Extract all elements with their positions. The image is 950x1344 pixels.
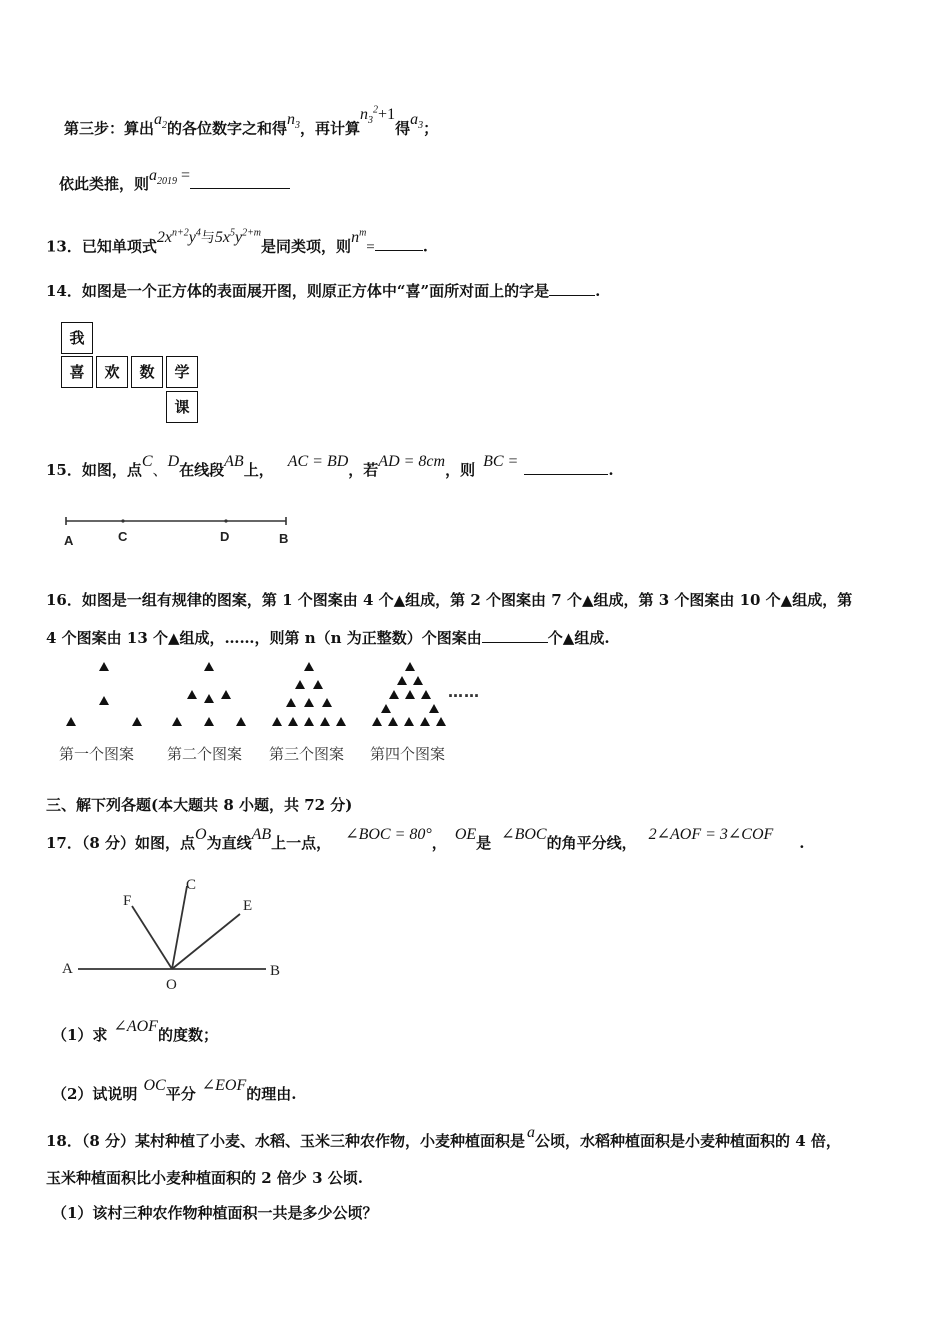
math-angle-eof: ∠EOF [201, 1077, 247, 1094]
net-cell-xue: 学 [166, 356, 198, 388]
math-n-power-m: $n^m$ [351, 228, 367, 247]
q15-text-3: 上， [243, 461, 274, 479]
answer-blank[interactable] [482, 628, 548, 643]
triangle-mark [372, 717, 382, 726]
step3-text-3: ，再计算 [300, 119, 361, 138]
q14-end: . [595, 282, 601, 300]
q17-text-4: ， [431, 834, 447, 852]
angle-figure [56, 872, 296, 992]
q15-text-5: ，则 [445, 461, 476, 479]
math-n3: $n_3$ [287, 111, 301, 132]
triangle-mark [304, 717, 314, 726]
triangle-mark [132, 717, 142, 726]
point-c-dot [121, 519, 124, 522]
triangle-mark [404, 717, 414, 726]
triangle-mark [420, 717, 430, 726]
conj-text: 与 [200, 231, 215, 247]
triangle-mark [397, 676, 407, 685]
triangle-mark [304, 698, 314, 707]
q14-text: 14．如图是一个正方体的表面展开图，则原正方体中“喜”面所对面上的字是 [46, 282, 550, 300]
ray-oe [172, 914, 240, 969]
q16-line-2 [46, 628, 610, 648]
infer-line [59, 167, 290, 201]
infer-text: 依此类推，则 [59, 175, 150, 193]
label-b: B [279, 531, 289, 546]
math-a: a [527, 1124, 536, 1141]
q13-eq: = [366, 239, 375, 256]
triangle-mark [405, 690, 415, 699]
q16-text-2b: 个▲组成. [547, 629, 610, 647]
q15-end: . [608, 461, 614, 479]
q17-sub-1 [52, 1018, 218, 1046]
q17-text-3: 上一点， [271, 834, 332, 852]
triangle-mark [413, 676, 423, 685]
q17-sub2-post: 的理由. [246, 1085, 297, 1103]
triangle-mark [204, 717, 214, 726]
q13-end: . [422, 237, 428, 256]
question-15 [46, 453, 614, 481]
caption-pattern-1: 第一个图案 [59, 745, 135, 763]
math-segment-ab: AB [224, 453, 244, 470]
q18-text-1a: 18．（8 分）某村种植了小麦、水稻、玉米三种农作物，小麦种植面积是 [46, 1132, 526, 1150]
step3-text-2: 的各位数字之和得 [167, 119, 288, 138]
q15-text-4: ，若 [348, 461, 379, 479]
math-oc: OC [143, 1077, 166, 1094]
q13-text: 13．已知单项式 [46, 237, 157, 256]
math-angle-aof: ∠AOF [113, 1018, 158, 1035]
triangle-mark [322, 698, 332, 707]
triangle-mark [221, 690, 231, 699]
ray-of [132, 906, 172, 969]
math-n3-squared-plus-1: $n_3^2+1$ [360, 105, 396, 127]
triangle-mark [381, 704, 391, 713]
q18-line-2: 玉米种植面积比小麦种植面积的 2 倍少 3 公顷. [46, 1169, 363, 1187]
math-a2019: $a_{2019}$ = [149, 167, 191, 188]
q17-text: 17．（8 分）如图，点 [46, 834, 196, 852]
triangle-mark [187, 690, 197, 699]
triangle-mark [304, 662, 314, 671]
triangle-mark [388, 717, 398, 726]
q17-sub2-pre: （2）试说明 [52, 1085, 138, 1103]
label-f: F [123, 893, 132, 909]
point-d-dot [224, 519, 227, 522]
q17-text-5: 是 [476, 834, 492, 852]
caption-pattern-4: 第四个图案 [370, 745, 446, 763]
math-monomial-2: $5x^5y^{2+m}$ [214, 228, 262, 247]
ray-oc [172, 886, 187, 969]
answer-blank[interactable] [524, 460, 608, 475]
math-point-c: C [141, 453, 153, 470]
q16-text-2a: 4 个图案由 13 个▲组成，……，则第 n（n 为正整数）个图案由 [46, 629, 482, 647]
math-line-ab: AB [251, 826, 272, 843]
label-c: C [186, 877, 197, 893]
q15-text-2: 在线段 [179, 461, 225, 479]
q17-text-2: 为直线 [206, 834, 252, 852]
triangle-mark [272, 717, 282, 726]
label-b: B [270, 963, 281, 979]
triangle-mark [295, 680, 305, 689]
q18-sub-1: （1）该村三种农作物种植面积一共是多少公顷？ [52, 1204, 378, 1222]
step3-text-5: ； [423, 119, 439, 138]
math-oe: OE [454, 826, 477, 843]
q17-sub1-pre: （1）求 [52, 1026, 108, 1044]
math-angle-boc: ∠BOC = 80° [345, 826, 432, 843]
q17-sub-2 [52, 1077, 297, 1105]
answer-blank[interactable] [375, 236, 423, 251]
q18-text-1b: 公顷，水稻种植面积是小麦种植面积的 4 倍， [535, 1132, 841, 1150]
triangle-mark [429, 704, 439, 713]
triangle-mark [288, 717, 298, 726]
triangle-mark [286, 698, 296, 707]
ellipsis: …… [448, 683, 480, 701]
q15-sep: 、 [152, 461, 168, 479]
caption-pattern-3: 第三个图案 [269, 745, 345, 763]
label-e: E [243, 898, 253, 914]
label-o: O [166, 977, 177, 993]
triangle-mark [204, 694, 214, 703]
answer-blank[interactable] [190, 174, 290, 189]
question-17 [46, 826, 805, 854]
triangle-mark [99, 662, 109, 671]
math-bc-eq: BC = [483, 453, 519, 470]
q17-end: . [799, 834, 805, 852]
caption-pattern-2: 第二个图案 [167, 745, 243, 763]
net-cell-huan: 欢 [96, 356, 128, 388]
triangle-mark [421, 690, 431, 699]
q17-sub2-mid: 平分 [165, 1085, 196, 1103]
triangle-mark [204, 662, 214, 671]
triangle-mark [436, 717, 446, 726]
q17-text-6: 的角平分线， [546, 834, 637, 852]
net-cell-xi: 喜 [61, 356, 93, 388]
label-d: D [220, 529, 230, 544]
triangle-mark [320, 717, 330, 726]
math-ac-eq-bd: AC = BD [287, 453, 349, 470]
label-a: A [62, 961, 73, 977]
math-point-d: D [167, 453, 180, 470]
question-14 [46, 281, 600, 301]
net-cell-ke: 课 [166, 391, 198, 423]
net-cell-wo: 我 [61, 322, 93, 354]
segment-figure [56, 510, 302, 556]
math-a3: $a_3$ [410, 111, 424, 132]
step3-text-4: 得 [395, 119, 411, 138]
triangle-mark [236, 717, 246, 726]
question-13 [46, 228, 428, 258]
triangle-mark [389, 690, 399, 699]
q13-text-2: 是同类项，则 [261, 237, 352, 256]
q18-line-1 [46, 1124, 841, 1152]
q15-text: 15．如图，点 [46, 461, 142, 479]
triangle-mark [405, 662, 415, 671]
net-cell-shu: 数 [131, 356, 163, 388]
math-angle-boc-2: ∠BOC [501, 826, 547, 843]
step3-text-1: 第三步：算出 [64, 119, 155, 138]
triangle-mark [172, 717, 182, 726]
triangle-mark [66, 717, 76, 726]
math-relation: 2∠AOF = 3∠COF [648, 826, 774, 843]
step3-line [64, 105, 439, 146]
q16-line-1: 16．如图是一组有规律的图案，第 1 个图案由 4 个▲组成，第 2 个图案由 7 个▲组成，第 3 个图案由 10 个▲组成，第 [46, 591, 853, 609]
math-point-o: O [195, 826, 207, 843]
math-ad-8cm: AD = 8cm [378, 453, 446, 470]
math-a2: $a_2$ [154, 111, 168, 132]
q17-sub1-post: 的度数； [157, 1026, 218, 1044]
triangle-mark [336, 717, 346, 726]
section-heading: 三、解下列各题(本大题共 8 小题，共 72 分) [46, 796, 353, 814]
label-c: C [118, 529, 128, 544]
label-a: A [64, 533, 74, 548]
answer-blank[interactable] [549, 281, 595, 296]
math-monomial-1: $2x^{n+2}y^4$ [156, 228, 201, 247]
triangle-mark [313, 680, 323, 689]
triangle-mark [99, 696, 109, 705]
